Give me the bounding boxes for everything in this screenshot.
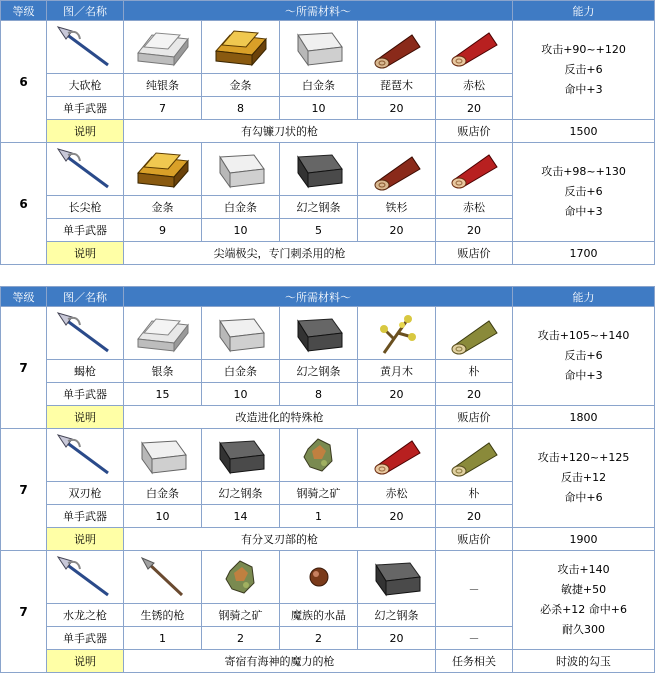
material-count: 10 bbox=[202, 383, 280, 406]
material-count: 20 bbox=[358, 383, 436, 406]
weapon-abilities bbox=[513, 143, 655, 242]
material-count: 20 bbox=[358, 97, 436, 120]
material-name: 赤松 bbox=[436, 196, 513, 219]
weapon-desc-row bbox=[1, 528, 655, 551]
material-log-icon bbox=[358, 21, 436, 74]
weapon-icon bbox=[47, 551, 124, 604]
material-gold-bar-icon bbox=[202, 21, 280, 74]
weapon-description: 有勾镰刀状的枪 bbox=[124, 120, 436, 143]
desc-label: 说明 bbox=[47, 120, 124, 143]
weapon-level: 7 bbox=[1, 307, 47, 429]
weapon-abilities bbox=[513, 551, 655, 650]
material-count: 20 bbox=[436, 97, 513, 120]
material-count: 5 bbox=[280, 219, 358, 242]
material-silver-bar-icon bbox=[124, 21, 202, 74]
material-count: 10 bbox=[124, 505, 202, 528]
material-name: 生锈的枪 bbox=[124, 604, 202, 627]
header-materials: ～所需材料～ bbox=[124, 287, 513, 307]
weapon-name: 双刃枪 bbox=[47, 482, 124, 505]
weapon-price: 1900 bbox=[513, 528, 655, 551]
material-ore-icon bbox=[280, 429, 358, 482]
material-gold-bar-icon bbox=[124, 143, 202, 196]
material-red-pine-icon bbox=[436, 21, 513, 74]
header-materials: ～所需材料～ bbox=[124, 1, 513, 21]
ability-line: 命中+3 bbox=[564, 83, 603, 96]
price-label: 贩店价 bbox=[436, 406, 513, 429]
ability-line: 耐久300 bbox=[562, 623, 606, 636]
material-count: － bbox=[436, 627, 513, 650]
material-name: 黄月木 bbox=[358, 360, 436, 383]
weapon-type: 单手武器 bbox=[47, 383, 124, 406]
desc-label: 说明 bbox=[47, 406, 124, 429]
weapon-type: 单手武器 bbox=[47, 627, 124, 650]
ability-line: 必杀+12 命中+6 bbox=[540, 603, 628, 616]
ability-line: 攻击+90~+120 bbox=[541, 43, 626, 56]
weapon-image-row bbox=[1, 429, 655, 482]
ability-line: 攻击+140 bbox=[557, 563, 610, 576]
weapon-desc-row bbox=[1, 242, 655, 265]
material-olive-log-icon bbox=[436, 429, 513, 482]
material-count: 8 bbox=[280, 383, 358, 406]
material-name: 幻之钢条 bbox=[280, 196, 358, 219]
material-steel-bar-icon bbox=[280, 143, 358, 196]
table-header bbox=[1, 287, 655, 307]
weapon-abilities bbox=[513, 307, 655, 406]
desc-label: 说明 bbox=[47, 242, 124, 265]
material-log-icon bbox=[358, 143, 436, 196]
weapon-price: 时波的勾玉 bbox=[513, 650, 655, 673]
material-count: 10 bbox=[280, 97, 358, 120]
material-red-pine-icon bbox=[358, 429, 436, 482]
material-count: 10 bbox=[202, 219, 280, 242]
header-pic-name: 图／名称 bbox=[47, 287, 124, 307]
material-name: 铁杉 bbox=[358, 196, 436, 219]
ability-line: 攻击+98~+130 bbox=[541, 165, 626, 178]
material-name: 赤松 bbox=[358, 482, 436, 505]
header-level: 等级 bbox=[1, 1, 47, 21]
weapon-price: 1800 bbox=[513, 406, 655, 429]
weapon-icon bbox=[47, 21, 124, 74]
material-red-pine-icon bbox=[436, 143, 513, 196]
material-steel-bar-icon bbox=[202, 429, 280, 482]
header-ability: 能力 bbox=[513, 287, 655, 307]
weapon-image-row bbox=[1, 21, 655, 74]
material-steel-bar-icon bbox=[280, 307, 358, 360]
ability-line: 命中+6 bbox=[564, 491, 603, 504]
material-crystal-icon bbox=[280, 551, 358, 604]
material-steel-bar-icon bbox=[358, 551, 436, 604]
material-count: 2 bbox=[280, 627, 358, 650]
weapon-description: 改造进化的特殊枪 bbox=[124, 406, 436, 429]
material-count: 15 bbox=[124, 383, 202, 406]
material-name: 钢骑之矿 bbox=[202, 604, 280, 627]
weapon-abilities bbox=[513, 21, 655, 120]
weapon-icon bbox=[47, 429, 124, 482]
price-label: 贩店价 bbox=[436, 120, 513, 143]
material-name: 白金条 bbox=[124, 482, 202, 505]
material-name: 白金条 bbox=[202, 360, 280, 383]
material-name: 幻之钢条 bbox=[358, 604, 436, 627]
ability-line: 攻击+105~+140 bbox=[537, 329, 630, 342]
weapon-description: 有分叉刃部的枪 bbox=[124, 528, 436, 551]
material-count: 20 bbox=[358, 219, 436, 242]
ability-line: 命中+3 bbox=[564, 369, 603, 382]
weapon-level: 7 bbox=[1, 429, 47, 551]
ability-line: 反击+6 bbox=[564, 63, 603, 76]
material-name: 赤松 bbox=[436, 74, 513, 97]
material-platinum-bar-icon bbox=[124, 429, 202, 482]
material-platinum-bar-icon bbox=[280, 21, 358, 74]
material-name: 朴 bbox=[436, 360, 513, 383]
material-name: 幻之钢条 bbox=[202, 482, 280, 505]
price-label: 贩店价 bbox=[436, 528, 513, 551]
material-name: 朴 bbox=[436, 482, 513, 505]
material-count: 1 bbox=[124, 627, 202, 650]
header-pic-name: 图／名称 bbox=[47, 1, 124, 21]
ability-line: 反击+6 bbox=[564, 349, 603, 362]
material-count: 7 bbox=[124, 97, 202, 120]
weapon-desc-row bbox=[1, 650, 655, 673]
material-name: 金条 bbox=[124, 196, 202, 219]
weapon-level: 6 bbox=[1, 21, 47, 143]
weapon-type: 单手武器 bbox=[47, 505, 124, 528]
material-count: 8 bbox=[202, 97, 280, 120]
material-count: 9 bbox=[124, 219, 202, 242]
material-name: 白金条 bbox=[202, 196, 280, 219]
material-count: 14 bbox=[202, 505, 280, 528]
material-ore-icon bbox=[202, 551, 280, 604]
weapon-type: 单手武器 bbox=[47, 219, 124, 242]
weapon-table-lv6 bbox=[0, 0, 655, 265]
weapon-icon bbox=[47, 143, 124, 196]
material-silver-bar-icon bbox=[124, 307, 202, 360]
weapon-icon bbox=[47, 307, 124, 360]
header-ability: 能力 bbox=[513, 1, 655, 21]
weapon-price: 1700 bbox=[513, 242, 655, 265]
material-count: 2 bbox=[202, 627, 280, 650]
material-name: 纯银条 bbox=[124, 74, 202, 97]
ability-line: 反击+12 bbox=[560, 471, 607, 484]
material-name: 银条 bbox=[124, 360, 202, 383]
price-label: 任务相关 bbox=[436, 650, 513, 673]
material-platinum-bar-icon bbox=[202, 143, 280, 196]
weapon-image-row bbox=[1, 551, 655, 604]
weapon-level: 6 bbox=[1, 143, 47, 265]
header-level: 等级 bbox=[1, 287, 47, 307]
material-count: 20 bbox=[436, 219, 513, 242]
material-count: 20 bbox=[436, 505, 513, 528]
weapon-name: 长尖枪 bbox=[47, 196, 124, 219]
material-count: 20 bbox=[436, 383, 513, 406]
weapon-image-row bbox=[1, 143, 655, 196]
weapon-description: 尖端极尖，专门刺杀用的枪 bbox=[124, 242, 436, 265]
weapon-image-row bbox=[1, 307, 655, 360]
material-branch-icon bbox=[358, 307, 436, 360]
weapon-desc-row bbox=[1, 120, 655, 143]
material-count: 20 bbox=[358, 505, 436, 528]
material-name: 琵琶木 bbox=[358, 74, 436, 97]
weapon-table-lv7 bbox=[0, 286, 655, 673]
material-name: 幻之钢条 bbox=[280, 360, 358, 383]
material-name: 魔族的水晶 bbox=[280, 604, 358, 627]
ability-line: 反击+6 bbox=[564, 185, 603, 198]
price-label: 贩店价 bbox=[436, 242, 513, 265]
desc-label: 说明 bbox=[47, 650, 124, 673]
weapon-abilities bbox=[513, 429, 655, 528]
material-rusty-spear-icon bbox=[124, 551, 202, 604]
material-empty: － bbox=[436, 551, 513, 627]
weapon-name: 蝎枪 bbox=[47, 360, 124, 383]
material-olive-log-icon bbox=[436, 307, 513, 360]
weapon-name: 大砍枪 bbox=[47, 74, 124, 97]
weapon-desc-row bbox=[1, 406, 655, 429]
material-count: 20 bbox=[358, 627, 436, 650]
weapon-level: 7 bbox=[1, 551, 47, 673]
material-name: 钢骑之矿 bbox=[280, 482, 358, 505]
ability-line: 攻击+120~+125 bbox=[537, 451, 630, 464]
material-count: 1 bbox=[280, 505, 358, 528]
material-platinum-bar-icon bbox=[202, 307, 280, 360]
table-header bbox=[1, 1, 655, 21]
weapon-price: 1500 bbox=[513, 120, 655, 143]
weapon-type: 单手武器 bbox=[47, 97, 124, 120]
desc-label: 说明 bbox=[47, 528, 124, 551]
weapon-name: 水龙之枪 bbox=[47, 604, 124, 627]
ability-line: 敏捷+50 bbox=[560, 583, 607, 596]
weapon-description: 寄宿有海神的魔力的枪 bbox=[124, 650, 436, 673]
ability-line: 命中+3 bbox=[564, 205, 603, 218]
material-name: 白金条 bbox=[280, 74, 358, 97]
material-name: 金条 bbox=[202, 74, 280, 97]
